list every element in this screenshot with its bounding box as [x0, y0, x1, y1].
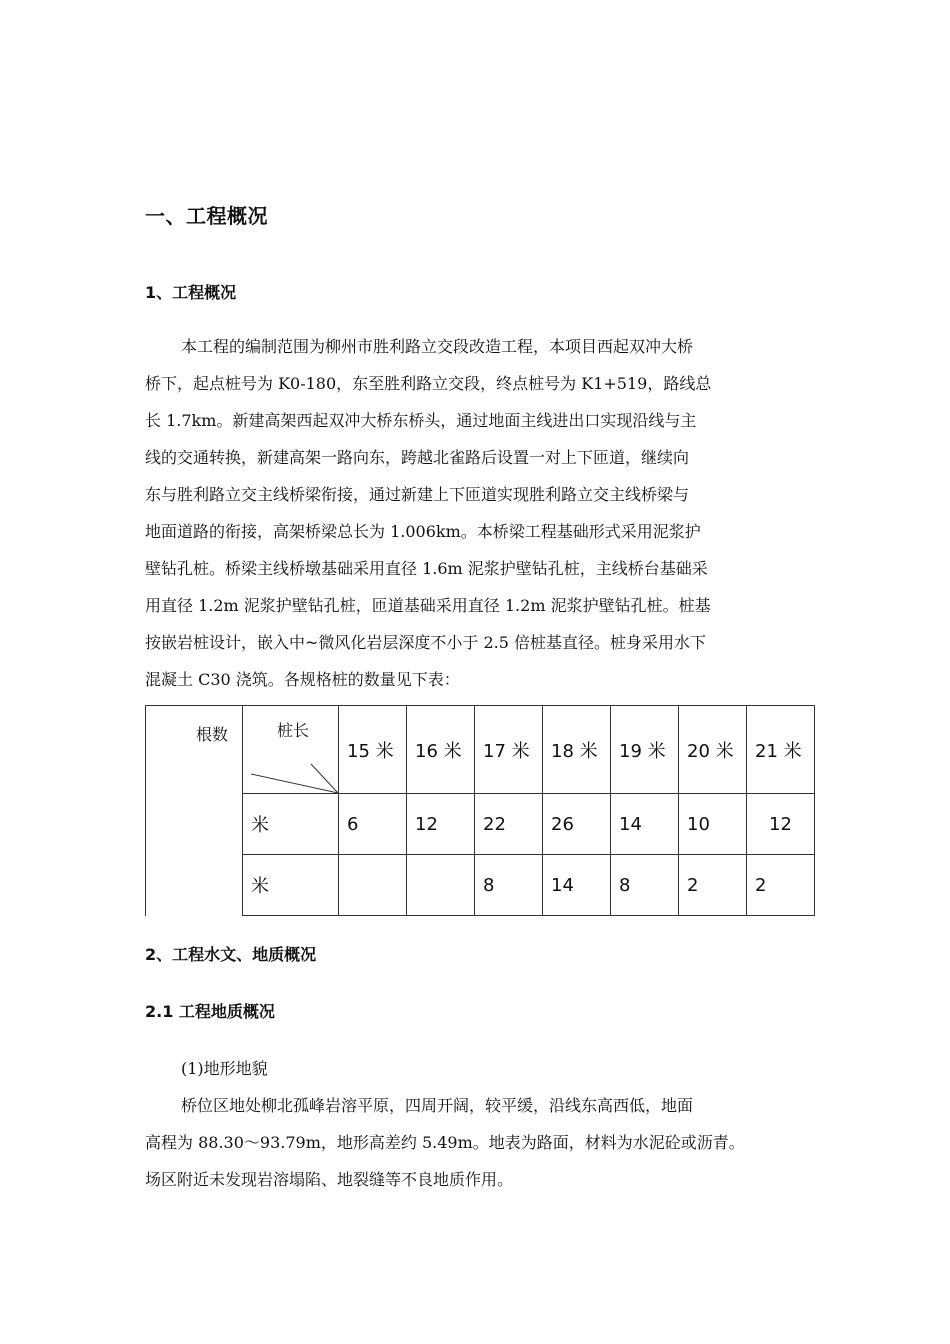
- body-line: 场区附近未发现岩溶塌陷、地裂缝等不良地质作用。: [145, 1170, 514, 1189]
- pile-quantity-table: [145, 705, 815, 916]
- table-cell: 12: [747, 794, 815, 855]
- subsection-label: (1)地形地貌: [181, 1059, 268, 1078]
- body-line: 桥下，起点桩号为 K0-180，东至胜利路立交段，终点桩号为 K1+519，路线总: [145, 374, 712, 393]
- column-header: 19 米: [611, 706, 679, 794]
- table-cell: 12: [407, 794, 475, 855]
- table-cell: 2: [679, 855, 747, 916]
- table-cell: 8: [475, 855, 543, 916]
- body-line: 地面道路的衔接，高架桥梁总长为 1.006km。本桥梁工程基础形式采用泥浆护: [145, 522, 701, 541]
- table-cell: 2: [747, 855, 815, 916]
- table-cell: 22: [475, 794, 543, 855]
- column-header: 15 米: [339, 706, 407, 794]
- body-line: 桥位区地处柳北孤峰岩溶平原，四周开阔，较平缓，沿线东高西低，地面: [181, 1096, 694, 1115]
- body-line: 线的交通转换，新建高架一路向东，跨越北雀路后设置一对上下匝道，继续向: [145, 448, 690, 467]
- column-header: 21 米: [747, 706, 815, 794]
- table-cell: 14: [611, 794, 679, 855]
- row-label: 米: [243, 855, 339, 916]
- body-line: 按嵌岩桩设计，嵌入中~微风化岩层深度不小于 2.5 倍桩基直径。桩身采用水下: [145, 633, 707, 652]
- column-header: 20 米: [679, 706, 747, 794]
- body-line: 混凝土 C30 浇筑。各规格桩的数量见下表：: [145, 670, 460, 689]
- row-label: 米: [243, 794, 339, 855]
- corner-label-count: 根数: [196, 725, 229, 744]
- body-line: 用直径 1.2m 泥浆护壁钻孔桩，匝道基础采用直径 1.2m 泥浆护壁钻孔桩。桩基: [145, 596, 711, 615]
- table-cell: 14: [543, 855, 611, 916]
- table-cell: 6: [339, 794, 407, 855]
- corner-cell-right: [243, 706, 339, 794]
- table-cell: 10: [679, 794, 747, 855]
- column-header: 17 米: [475, 706, 543, 794]
- table-cell: [339, 855, 407, 916]
- section-2-1-title: 2.1 工程地质概况: [145, 1002, 275, 1021]
- corner-cell-left: [146, 706, 243, 916]
- body-line: 长 1.7km。新建高架西起双冲大桥东桥头，通过地面主线进出口实现沿线与主: [145, 411, 697, 430]
- table-cell: 26: [543, 794, 611, 855]
- table-row: [146, 794, 815, 855]
- section-2-1-body: [145, 1050, 825, 1198]
- body-line: 壁钻孔桩。桥梁主线桥墩基础采用直径 1.6m 泥浆护壁钻孔桩，主线桥台基础采: [145, 559, 708, 578]
- column-header: 16 米: [407, 706, 475, 794]
- body-line: 东与胜利路立交主线桥梁衔接，通过新建上下匝道实现胜利路立交主线桥梁与: [145, 485, 690, 504]
- section-1-title: 1、工程概况: [145, 283, 237, 302]
- main-heading: 一、工程概况: [145, 204, 268, 228]
- table-header-row: [146, 706, 815, 794]
- table-row: [146, 855, 815, 916]
- section-2-title: 2、工程水文、地质概况: [145, 945, 317, 964]
- body-line: 高程为 88.30～93.79m，地形高差约 5.49m。地表为路面，材料为水泥砼或沥青。: [145, 1133, 745, 1152]
- table-cell: 8: [611, 855, 679, 916]
- table-cell: [407, 855, 475, 916]
- section-1-body: [145, 328, 825, 698]
- body-line: 本工程的编制范围为柳州市胜利路立交段改造工程，本项目西起双冲大桥: [181, 337, 694, 356]
- corner-label-length: 桩长: [277, 721, 310, 740]
- column-header: 18 米: [543, 706, 611, 794]
